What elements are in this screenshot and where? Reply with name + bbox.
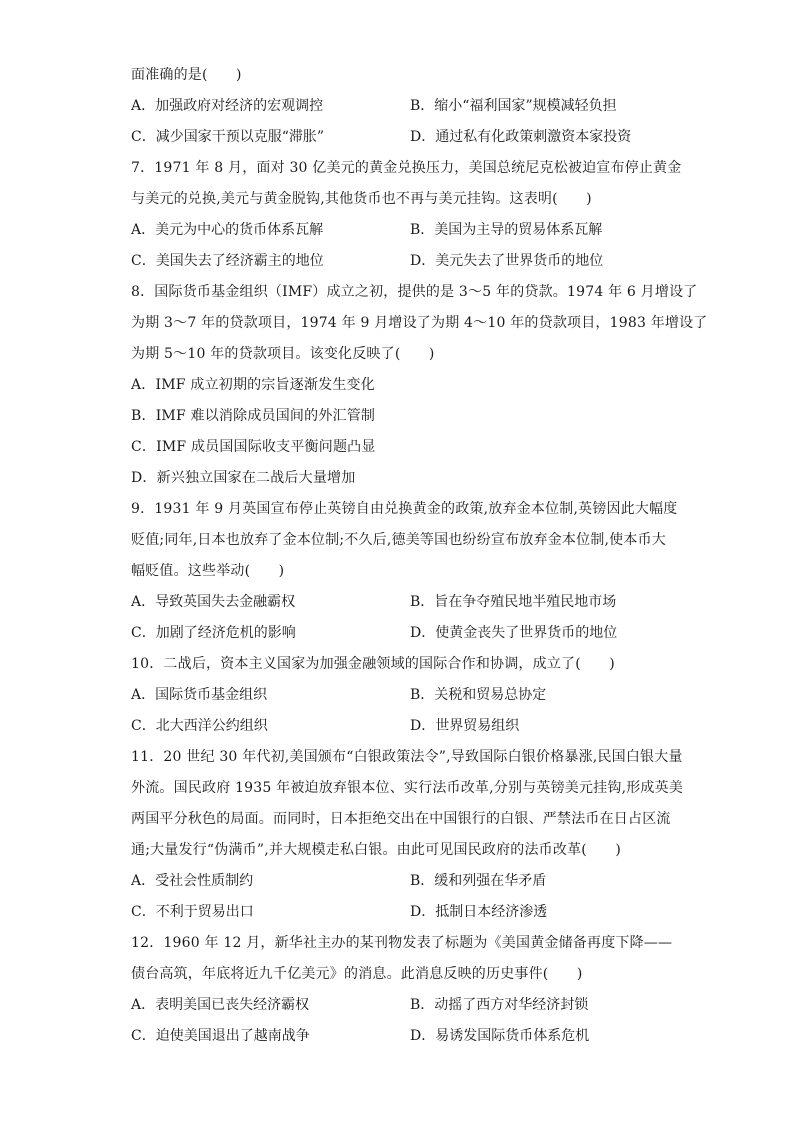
option-b: B．缩小“福利国家”规模减轻负担 <box>410 98 617 114</box>
option-d: D．新兴独立国家在二战后大量增加 <box>131 470 356 486</box>
option-d: D．使黄金丧失了世界货币的地位 <box>410 625 618 641</box>
option-b: B．美国为主导的贸易体系瓦解 <box>410 222 603 238</box>
question-list <box>131 60 708 1052</box>
question-12-stem: 债台高筑，年底将近九千亿美元》的消息。此消息反映的历史事件( ) <box>131 966 583 982</box>
question-11-stem: 通;大量发行“伪满币”,并大规模走私白银。由此可见国民政府的法币改革( ) <box>131 842 622 858</box>
question-9-stem: 贬值;同年,日本也放弃了金本位制;不久后,德美等国也纷纷宣布放弃金本位制,使本币大 <box>131 532 666 548</box>
options-row <box>131 122 663 153</box>
question-7-stem: 7．1971 年 8 月，面对 30 亿美元的黄金兑换压力，美国总统尼克松被迫宣布停止黄金 <box>131 160 682 176</box>
question-11-stem: 外流。国民政府 1935 年被迫放弃银本位、实行法币改革,分别与英镑美元挂钩,形成英美 <box>131 780 684 796</box>
options-row <box>131 711 663 742</box>
options-row <box>131 866 663 897</box>
option-c: C．迫使美国退出了越南战争 <box>131 1028 310 1044</box>
option-a: A．表明美国已丧失经济霸权 <box>131 997 310 1013</box>
option-c: C．北大西洋公约组织 <box>131 718 268 734</box>
question-9-stem: 9．1931 年 9 月英国宣布停止英镑自由兑换黄金的政策,放弃金本位制,英镑因此大幅度 <box>131 501 678 517</box>
options-row <box>131 897 663 928</box>
option-b: B．IMF 难以消除成员国间的外汇管制 <box>131 408 376 424</box>
options-row <box>131 246 663 277</box>
option-a: A．导致英国失去金融霸权 <box>131 594 296 610</box>
option-d: D．易诱发国际货币体系危机 <box>410 1028 590 1044</box>
question-12-stem: 12．1960 年 12 月，新华社主办的某刊物发表了标题为《美国黄金储备再度下降—— <box>131 935 673 951</box>
option-d: D．世界贸易组织 <box>410 718 520 734</box>
question-stem-line: 面准确的是( ) <box>131 67 242 83</box>
options-row <box>131 618 663 649</box>
option-c: C．减少国家干预以克服“滞胀” <box>131 129 325 145</box>
question-11-stem: 11．20 世纪 30 年代初,美国颁布“白银政策法令”,导致国际白银价格暴涨,民国白银大量 <box>131 749 683 765</box>
option-c: C．美国失去了经济霸主的地位 <box>131 253 324 269</box>
options-row <box>131 91 663 122</box>
option-d: D．抵制日本经济渗透 <box>410 904 548 920</box>
option-c: C．IMF 成员国国际收支平衡问题凸显 <box>131 439 376 455</box>
question-8-stem: 为期 5～10 年的贷款项目。该变化反映了( ) <box>131 346 435 362</box>
question-10-stem: 10．二战后，资本主义国家为加强金融领域的国际合作和协调，成立了( ) <box>131 656 615 672</box>
question-8-stem: 为期 3～7 年的贷款项目，1974 年 9 月增设了为期 4～10 年的贷款项目，1983 年增设了 <box>131 315 708 331</box>
option-a: A．美元为中心的货币体系瓦解 <box>131 222 324 238</box>
question-8-stem: 8．国际货币基金组织（IMF）成立之初，提供的是 3～5 年的贷款。1974 年 6 月增设了 <box>131 284 698 300</box>
question-9-stem: 幅贬值。这些举动( ) <box>131 563 285 579</box>
option-b: B．缓和列强在华矛盾 <box>410 873 547 889</box>
option-a: A．IMF 成立初期的宗旨逐渐发生变化 <box>131 377 375 393</box>
option-c: C．加剧了经济危机的影响 <box>131 625 296 641</box>
option-b: B．关税和贸易总协定 <box>410 687 547 703</box>
option-c: C．不利于贸易出口 <box>131 904 254 920</box>
option-b: B．旨在争夺殖民地半殖民地市场 <box>410 594 617 610</box>
options-row <box>131 990 663 1021</box>
option-d: D．美元失去了世界货币的地位 <box>410 253 604 269</box>
options-row <box>131 1021 663 1052</box>
option-a: A．加强政府对经济的宏观调控 <box>131 98 324 114</box>
option-d: D．通过私有化政策刺激资本家投资 <box>410 129 632 145</box>
question-7-stem: 与美元的兑换,美元与黄金脱钩,其他货币也不再与美元挂钩。这表明( ) <box>131 191 592 207</box>
options-row <box>131 680 663 711</box>
options-row <box>131 587 663 618</box>
option-a: A．受社会性质制约 <box>131 873 254 889</box>
question-11-stem: 两国平分秋色的局面。而同时，日本拒绝交出在中国银行的白银、严禁法币在日占区流 <box>131 811 671 827</box>
option-b: B．动摇了西方对华经济封锁 <box>410 997 589 1013</box>
options-row <box>131 215 663 246</box>
option-a: A．国际货币基金组织 <box>131 687 268 703</box>
